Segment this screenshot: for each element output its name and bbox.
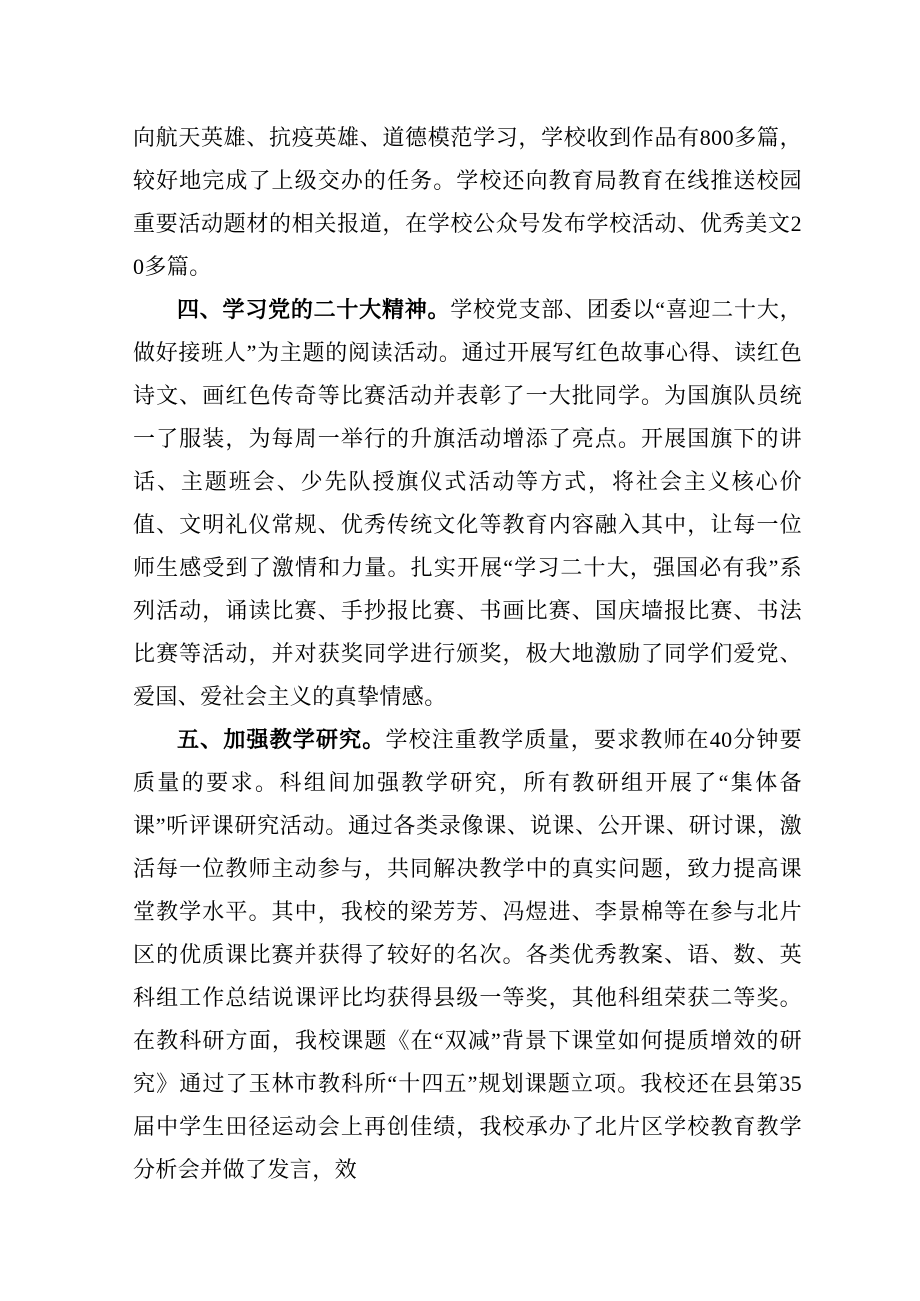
- paragraph-section-5: [133, 718, 802, 1191]
- section-4-heading: 四、学习党的二十大精神。: [177, 297, 451, 322]
- paragraph-text: 学校党支部、团委以“喜迎二十大，做好接班人”为主题的阅读活动。通过开展写红色故事心得、读红色诗文、画红色传奇等比赛活动并表彰了一大批同学。为国旗队员统一了服装，为每周一举行的升旗活动增添了亮点。开展国旗下的讲话、主题班会、少先队授旗仪式活动等方式，将社会主义核心价值、文明礼仪常规、优秀传统文化等教育内容融入其中，让每一位师生感受到了激情和力量。扎实开展“学习二十大，强国必有我”系列活动，诵读比赛、手抄报比赛、书画比赛、国庆墙报比赛、书法比赛等活动，并对获奖同学进行颁奖，极大地激励了同学们爱党、爱国、爱社会主义的真挚情感。: [133, 297, 802, 709]
- paragraph-text: 向航天英雄、抗疫英雄、道德模范学习，学校收到作品有800多篇，较好地完成了上级交办的任务。学校还向教育局教育在线推送校园重要活动题材的相关报道，在学校公众号发布学校活动、优秀美文20多篇。: [133, 125, 802, 279]
- paragraph-text: 学校注重教学质量，要求教师在40分钟要质量的要求。科组间加强教学研究，所有教研组开展了“集体备课”听评课研究活动。通过各类录像课、说课、公开课、研讨课，激活每一位教师主动参与，共同解决教学中的真实问题，致力提高课堂教学水平。其中，我校的梁芳芳、冯煜进、李景棉等在参与北片区的优质课比赛并获得了较好的名次。各类优秀教案、语、数、英科组工作总结说课评比均获得县级一等奖，其他科组荣获二等奖。在教科研方面，我校课题《在“双减”背景下课堂如何提质增效的研究》通过了玉林市教科所“十四五”规划课题立项。我校还在县第35届中学生田径运动会上再创佳绩，我校承办了北片区学校教育教学分析会并做了发言，效: [133, 727, 802, 1182]
- section-5-heading: 五、加强教学研究。: [177, 727, 386, 752]
- paragraph-section-4: [133, 288, 802, 718]
- paragraph-continuation: [133, 116, 802, 288]
